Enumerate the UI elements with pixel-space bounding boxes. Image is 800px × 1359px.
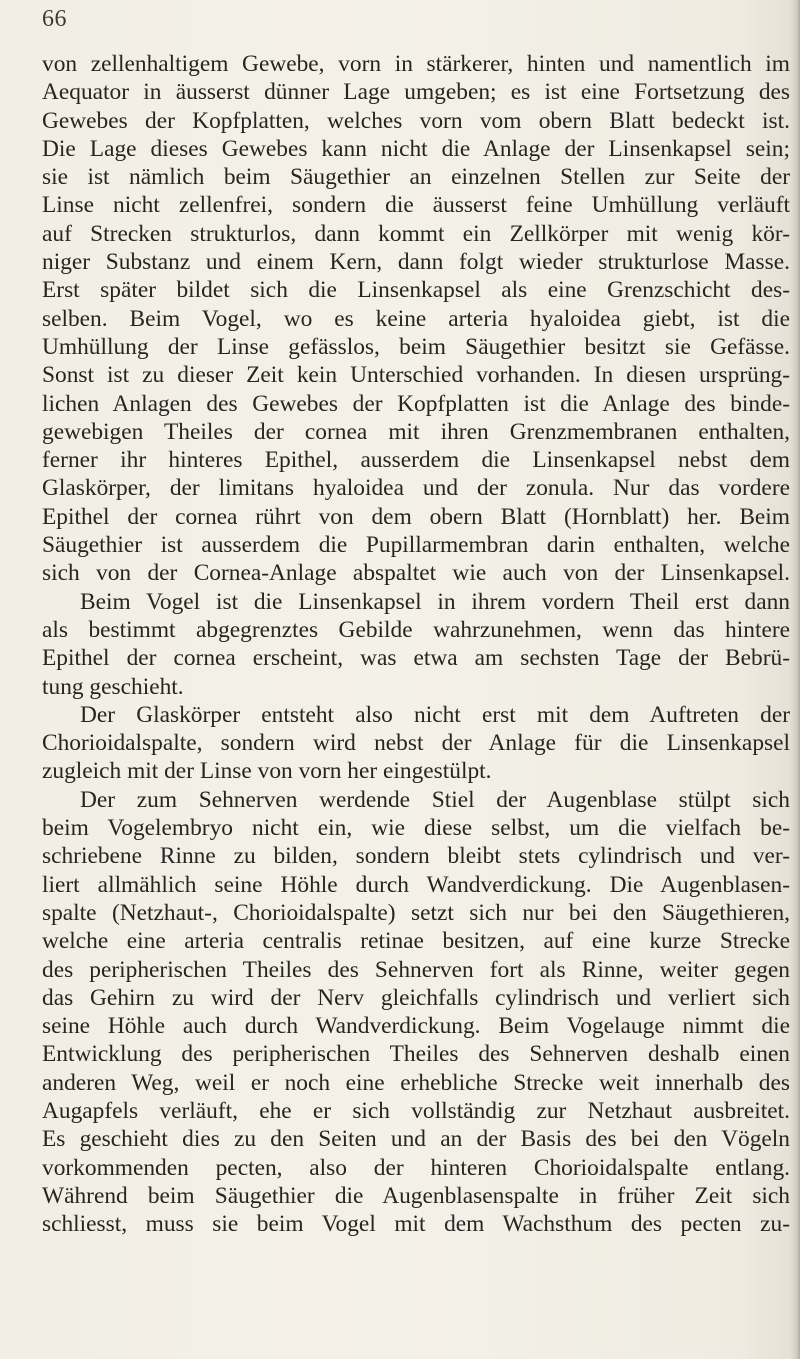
text-line: Sonst ist zu dieser Zeit kein Unterschied vorhanden. In diesen ursprüng- [42,362,790,389]
text-line: Chorioidalspalte, sondern wird nebst der Anlage für die Linsenkapsel [42,730,790,757]
text-line: selben. Beim Vogel, wo es keine arteria hyaloidea giebt, ist die [42,305,790,332]
text-line: beim Vogelembryo nicht ein, wie diese selbst, um die vielfach be- [42,815,790,842]
text-line: Glaskörper, der limitans hyaloidea und der zonula. Nur das vordere [42,475,790,502]
text-line: des peripherischen Theiles des Sehnerven fort als Rinne, weiter gegen [42,956,790,983]
text-line: Die Lage dieses Gewebes kann nicht die Anlage der Linsenkapsel sein; [42,135,790,162]
text-line: Während beim Säugethier die Augenblasenspalte in früher Zeit sich [42,1182,790,1209]
text-line: Augapfels verläuft, ehe er sich vollständig zur Netzhaut ausbreitet. [42,1097,790,1124]
text-line: Erst später bildet sich die Linsenkapsel als eine Grenzschicht des- [42,277,790,304]
text-line: Epithel der cornea erscheint, was etwa am sechsten Tage der Bebrü- [42,645,790,672]
text-line: Der zum Sehnerven werdende Stiel der Augenblase stülpt sich [80,786,790,813]
text-line: spalte (Netzhaut-, Chorioidalspalte) setzt sich nur bei den Säugethieren, [42,899,790,926]
text-line: tung geschieht. [42,673,184,700]
text-line: ferner ihr hinteres Epithel, ausserdem die Linsenkapsel nebst dem [42,447,790,474]
text-line: schriebene Rinne zu bilden, sondern bleibt stets cylindrisch und ver- [42,843,790,870]
text-line: Gewebes der Kopfplatten, welches vorn vom obern Blatt bedeckt ist. [42,107,790,134]
page-edge-shadow [790,0,800,1359]
text-line: niger Substanz und einem Kern, dann folgt wieder strukturlose Masse. [42,249,790,276]
text-line: Es geschieht dies zu den Seiten und an der Basis des bei den Vögeln [42,1126,790,1153]
text-line: schliesst, muss sie beim Vogel mit dem Wachsthum des pecten zu- [42,1211,790,1238]
text-line: vorkommenden pecten, also der hinteren Chorioidalspalte entlang. [42,1154,790,1181]
text-line: lichen Anlagen des Gewebes der Kopfplatten ist die Anlage des binde- [42,390,790,417]
text-line: Der Glaskörper entsteht also nicht erst mit dem Auftreten der [80,701,790,728]
text-line: anderen Weg, weil er noch eine erhebliche Strecke weit innerhalb des [42,1069,790,1096]
text-line: Beim Vogel ist die Linsenkapsel in ihrem vordern Theil erst dann [80,588,790,615]
text-line: Entwicklung des peripherischen Theiles des Sehnerven deshalb einen [42,1041,790,1068]
text-line: auf Strecken strukturlos, dann kommt ein Zellkörper mit wenig kör- [42,220,790,247]
text-line: sie ist nämlich beim Säugethier an einzelnen Stellen zur Seite der [42,164,790,191]
text-line: welche eine arteria centralis retinae besitzen, auf eine kurze Strecke [42,928,790,955]
text-line: seine Höhle auch durch Wandverdickung. Beim Vogelauge nimmt die [42,1013,790,1040]
text-line: sich von der Cornea-Anlage abspaltet wie auch von der Linsenkapsel. [42,560,790,587]
text-line: zugleich mit der Linse von vorn her eingestülpt. [42,758,492,785]
text-line: gewebigen Theiles der cornea mit ihren Grenzmembranen enthalten, [42,418,790,445]
page-number: 66 [42,6,67,32]
text-line: als bestimmt abgegrenztes Gebilde wahrzunehmen, wenn das hintere [42,616,790,643]
text-line: Säugethier ist ausserdem die Pupillarmembran darin enthalten, welche [42,532,790,559]
text-line: Linse nicht zellenfrei, sondern die äusserst feine Umhüllung verläuft [42,192,790,219]
text-line: Umhüllung der Linse gefässlos, beim Säugethier besitzt sie Gefässe. [42,333,790,360]
body-text [42,50,790,1238]
text-line: liert allmählich seine Höhle durch Wandverdickung. Die Augenblasen- [42,871,790,898]
text-line: das Gehirn zu wird der Nerv gleichfalls cylindrisch und verliert sich [42,984,790,1011]
text-line: Epithel der cornea rührt von dem obern Blatt (Hornblatt) her. Beim [42,503,790,530]
text-line: von zellenhaltigem Gewebe, vorn in stärkerer, hinten und namentlich im [42,51,790,77]
text-line: Aequator in äusserst dünner Lage umgeben; es ist eine Fortsetzung des [42,79,790,106]
